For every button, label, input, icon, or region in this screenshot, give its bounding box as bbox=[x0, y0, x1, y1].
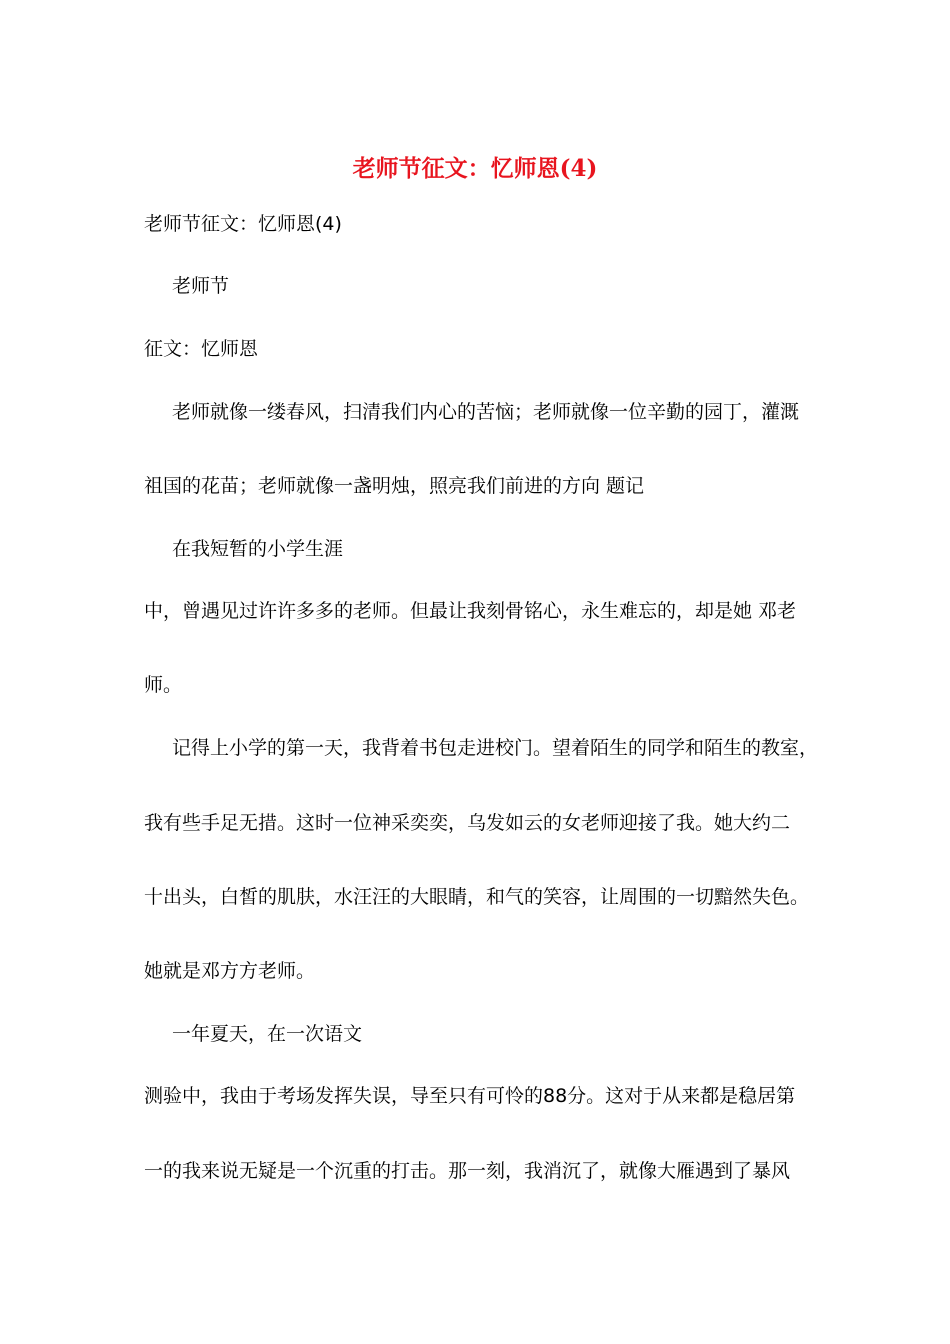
text-line: 老师就像一缕春风，扫清我们内心的苦恼；老师就像一位辛勤的园丁，灌溉 bbox=[172, 401, 800, 423]
text-line: 她就是邓方方老师。 bbox=[144, 960, 316, 982]
text-line: 老师节 bbox=[172, 275, 230, 297]
text-line: 老师节征文：忆师恩(4) bbox=[144, 213, 342, 235]
text-line: 中，曾遇见过许许多多的老师。但最让我刻骨铭心，永生难忘的，却是她 邓老 bbox=[144, 600, 797, 622]
text-line: 一年夏天，在一次语文 bbox=[172, 1023, 363, 1045]
text-line: 十出头，白皙的肌肤，水汪汪的大眼睛，和气的笑容，让周围的一切黯然失色。 bbox=[144, 886, 810, 908]
document-title: 老师节征文：忆师恩(4) bbox=[352, 155, 598, 182]
text-line: 在我短暂的小学生涯 bbox=[172, 538, 344, 560]
text-line: 征文：忆师恩 bbox=[144, 338, 259, 360]
text-line: 记得上小学的第一天，我背着书包走进校门。望着陌生的同学和陌生的教室， bbox=[172, 737, 819, 759]
text-line: 一的我来说无疑是一个沉重的打击。那一刻，我消沉了，就像大雁遇到了暴风 bbox=[144, 1160, 791, 1182]
text-line: 祖国的花苗；老师就像一盏明烛，照亮我们前进的方向 题记 bbox=[144, 475, 645, 497]
text-line: 测验中，我由于考场发挥失误，导至只有可怜的88分。这对于从来都是稳居第 bbox=[144, 1085, 796, 1107]
text-line: 我有些手足无措。这时一位神采奕奕，乌发如云的女老师迎接了我。她大约二 bbox=[144, 812, 791, 834]
text-line: 师。 bbox=[144, 674, 183, 696]
